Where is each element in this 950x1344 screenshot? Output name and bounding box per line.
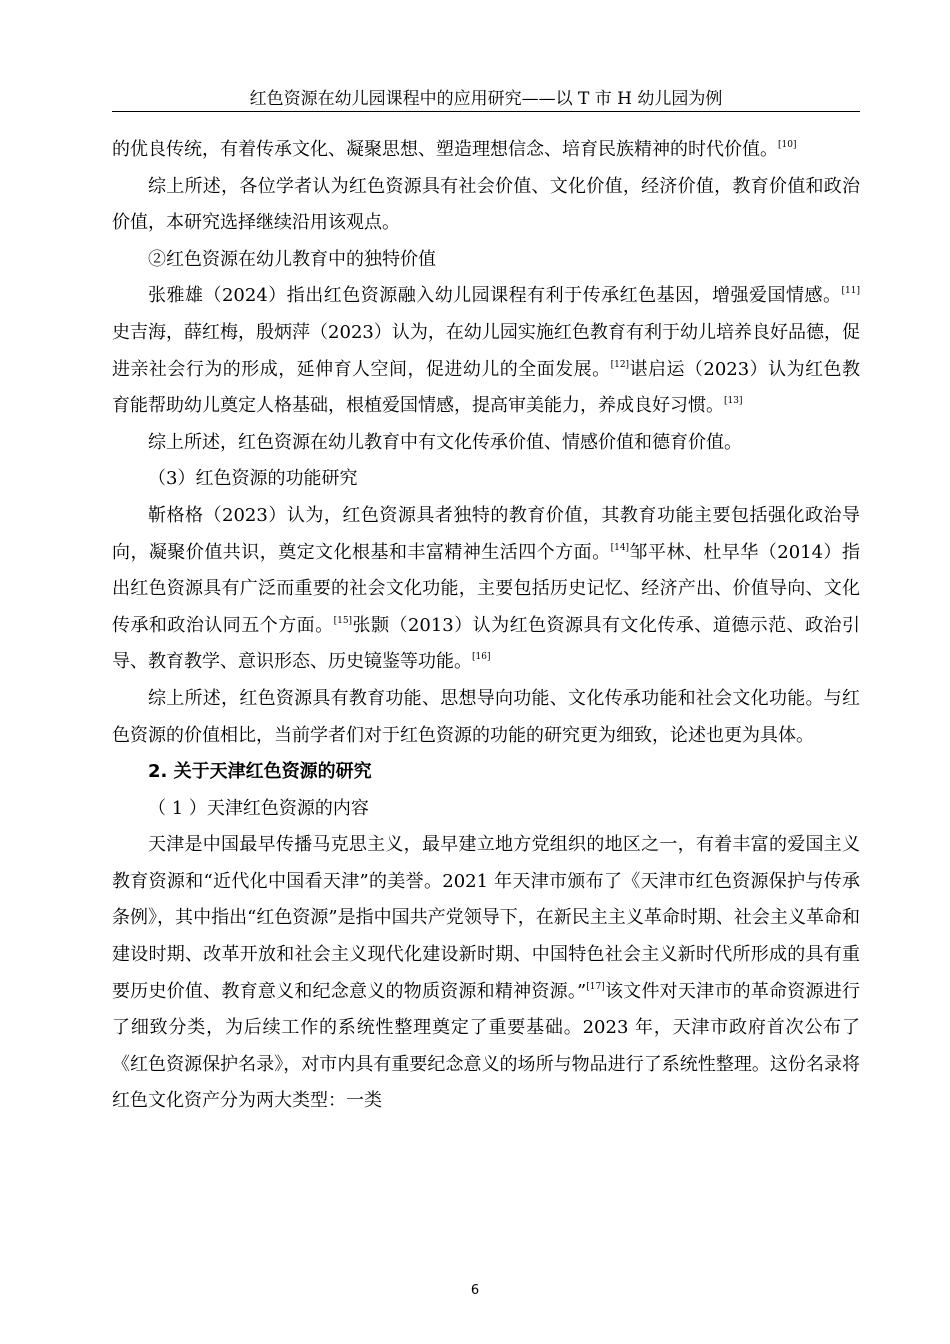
citation-ref: [10] bbox=[778, 140, 797, 150]
heading-text: （3）红色资源的功能研究 bbox=[148, 468, 358, 490]
citation-ref: [13] bbox=[724, 396, 743, 407]
subsection-heading bbox=[112, 242, 860, 279]
paragraph-text: 张雅雄（2024）指出红色资源融入幼儿园课程有利于传承红色基因，增强爱国情感。 bbox=[148, 285, 842, 307]
paragraph-text: 该文件对天津市的革命资源进行了细致分类，为后续工作的系统性整理奠定了重要基础。2023 年，天津市政府首次公布了《红色资源保护名录》，对市内具有重要纪念意义的场所与物品进行了系统性整理。这份名录将红色文化资产分为两大类型：一类 bbox=[112, 980, 861, 1112]
paragraph-early-education-value bbox=[112, 278, 860, 424]
paragraph-text: 综上所述，各位学者认为红色资源具有社会价值、文化价值，经济价值，教育价值和政治价值，本研究选择继续沿用该观点。 bbox=[112, 175, 860, 234]
heading-text: 2. 关于天津红色资源的研究 bbox=[148, 761, 372, 783]
paragraph-text: 张颢（2013）认为红色资源具有文化传承、道德示范、政治引导、教育教学、意识形态、历史镜鉴等功能。 bbox=[112, 614, 860, 673]
citation-ref: [17] bbox=[586, 981, 605, 992]
heading-text: ②红色资源在幼儿教育中的独特价值 bbox=[148, 248, 436, 270]
paragraph-text: 靳格格（2023）认为，红色资源具者独特的教育价值，其教育功能主要包括强化政治导向，凝聚价值共识，奠定文化根基和丰富精神生活四个方面。 bbox=[112, 504, 860, 563]
paragraph-text: 史吉海，薛红梅，殷炳萍（2023）认为，在幼儿园实施红色教育有利于幼儿培养良好品德，促进亲社会行为的形成，延伸育人空间，促进幼儿的全面发展。 bbox=[112, 321, 860, 380]
paragraph-text: 的优良传统，有着传承文化、凝聚思想、塑造理想信念、培育民族精神的时代价值。 bbox=[112, 139, 778, 160]
paragraph-continuation bbox=[112, 132, 860, 169]
paragraph-summary-functions bbox=[112, 681, 860, 754]
paragraph-function-research bbox=[112, 498, 860, 681]
paragraph-summary-values bbox=[112, 169, 860, 242]
paragraph-text: 邹平林、杜早华（2014）指出红色资源具有广泛而重要的社会文化功能，主要包括历史记忆、经济产出、价值导向、文化传承和政治认同五个方面。 bbox=[112, 541, 860, 636]
header-rule bbox=[112, 111, 860, 112]
subsection-heading bbox=[112, 461, 860, 498]
paragraph-text: 综上所述，红色资源具有教育功能、思想导向功能、文化传承功能和社会文化功能。与红色资源的价值相比，当前学者们对于红色资源的功能的研究更为细致，论述也更为具体。 bbox=[112, 687, 860, 746]
running-header: 红色资源在幼儿园课程中的应用研究——以 T 市 H 幼儿园为例 bbox=[249, 89, 723, 109]
subsection-heading bbox=[112, 791, 860, 828]
heading-text: （ 1 ）天津红色资源的内容 bbox=[148, 797, 369, 819]
citation-ref: [16] bbox=[472, 652, 491, 663]
citation-ref: [15] bbox=[333, 615, 353, 626]
paragraph-text: 天津是中国最早传播马克思主义，最早建立地方党组织的地区之一，有着丰富的爱国主义教育资源和“近代化中国看天津”的美誉。2021 年天津市颁布了《天津市红色资源保护与传承条例》，其中指出“红色资源”是指中国共产党领导下，在新民主主义革命时期、社会主义革命和建设时期、改革开放和社会主义现代化建设新时期、中国特色社会主义新时代所形成的具有重要历史价值、教育意义和纪念意义的物质资源和精神资源。” bbox=[112, 834, 860, 1002]
citation-ref: [12] bbox=[610, 359, 630, 370]
citation-ref: [11] bbox=[841, 286, 860, 297]
page-number: 6 bbox=[470, 1283, 480, 1298]
citation-ref: [14] bbox=[610, 542, 630, 553]
section-heading bbox=[112, 754, 860, 791]
paragraph-text: 谌启运（2023）认为红色教育能帮助幼儿奠定人格基础，根植爱国情感，提高审美能力，养成良好习惯。 bbox=[112, 358, 860, 417]
paragraph-summary-early-education bbox=[112, 425, 860, 462]
paragraph-tianjin-content bbox=[112, 827, 860, 1120]
body-text bbox=[112, 132, 860, 1120]
paragraph-text: 综上所述，红色资源在幼儿教育中有文化传承价值、情感价值和德育价值。 bbox=[148, 431, 742, 453]
